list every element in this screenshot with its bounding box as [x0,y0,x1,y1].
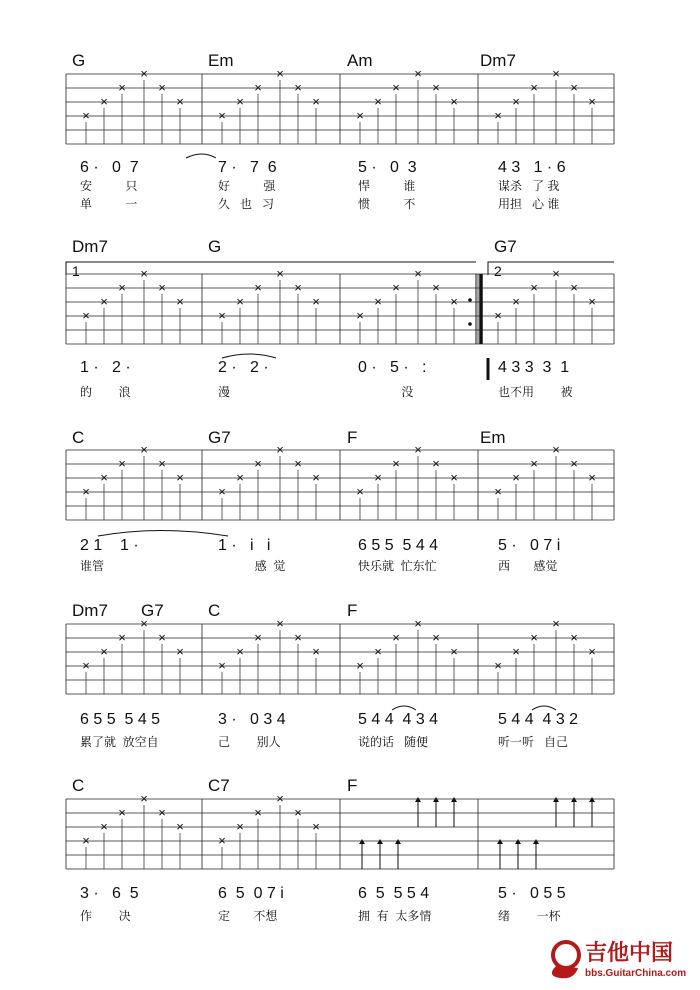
string-x-mark: × [236,470,244,485]
string-x-mark: × [374,94,382,109]
guitarchina-logo [552,940,686,979]
chord-label: G7 [208,428,231,447]
string-x-mark: × [552,266,560,281]
string-x-mark: × [294,630,302,645]
lyrics: 谋杀 了 我 [498,179,560,193]
string-x-mark: × [494,108,502,123]
numbered-notation: 1 · i i [218,537,271,554]
system-4 [66,601,614,749]
string-x-mark: × [570,80,578,95]
string-x-mark: × [374,294,382,309]
string-x-mark: × [494,484,502,499]
string-x-mark: × [294,456,302,471]
string-x-mark: × [392,80,400,95]
chord-diagram-marks [82,616,596,694]
lyrics: 听一听 自己 [498,735,569,749]
string-x-mark: × [312,294,320,309]
string-x-mark: × [276,66,284,81]
numbered-notation: 6 5 0 7 i [218,885,284,902]
system-1 [66,51,614,211]
string-x-mark: × [236,819,244,834]
string-x-mark: × [570,630,578,645]
string-x-mark: × [100,294,108,309]
strum-arrow-icon [589,797,595,802]
tab-staff [66,799,614,869]
string-x-mark: × [158,280,166,295]
strum-arrow-icon [451,797,457,802]
string-x-mark: × [236,294,244,309]
repeat-dot [468,322,472,326]
lyrics: 感 觉 [218,559,286,573]
strum-arrow-icon [359,839,365,844]
string-x-mark: × [82,833,90,848]
string-x-mark: × [570,456,578,471]
lyrics: 谁管 [80,559,105,573]
string-x-mark: × [432,280,440,295]
string-x-mark: × [118,805,126,820]
string-x-mark: × [494,308,502,323]
numbered-notation: 4 3 1 · 6 [498,159,566,176]
string-x-mark: × [588,470,596,485]
numbered-notation: 5 · 0 5 5 [498,885,566,902]
strum-arrow-icon [395,839,401,844]
string-x-mark: × [570,280,578,295]
string-x-mark: × [294,280,302,295]
string-x-mark: × [512,470,520,485]
string-x-mark: × [312,819,320,834]
string-x-mark: × [356,108,364,123]
string-x-mark: × [140,442,148,457]
lyrics: 的 浪 [80,385,131,399]
chord-label: Dm7 [72,237,108,256]
chord-label: G7 [141,601,164,620]
string-x-mark: × [236,644,244,659]
numbered-notation: 2 · 2 · [218,359,269,376]
lyrics: 安 只 [80,179,138,193]
string-x-mark: × [414,266,422,281]
numbered-notation: 6 5 5 5 4 5 [80,711,161,728]
chord-label: F [347,428,358,447]
string-x-mark: × [176,644,184,659]
lyrics: 也不用 被 [498,385,573,399]
strum-arrow-icon [497,839,503,844]
string-x-mark: × [276,616,284,631]
chord-label: C7 [208,776,230,795]
string-x-mark: × [374,470,382,485]
string-x-mark: × [218,108,226,123]
volta-bracket-2 [488,262,614,275]
lyrics: 单 一 [80,197,138,211]
lyrics: 说的话 随便 [358,735,429,749]
string-x-mark: × [118,630,126,645]
string-x-mark: × [414,442,422,457]
string-x-mark: × [218,484,226,499]
string-x-mark: × [218,658,226,673]
string-x-mark: × [494,658,502,673]
string-x-mark: × [82,484,90,499]
lyrics: 拥 有 太多情 [358,909,432,923]
numbered-notation: 3 · 0 3 4 [218,711,286,728]
repeat-dot [468,298,472,302]
string-x-mark: × [218,308,226,323]
string-x-mark: × [176,94,184,109]
string-x-mark: × [312,644,320,659]
chord-label: Dm7 [72,601,108,620]
string-x-mark: × [100,644,108,659]
chord-label: Am [347,51,373,70]
string-x-mark: × [176,819,184,834]
numbered-notation: 6 · 0 7 [80,159,139,176]
string-x-mark: × [392,456,400,471]
string-x-mark: × [356,658,364,673]
string-x-mark: × [588,294,596,309]
string-x-mark: × [512,644,520,659]
lyrics: 西 感觉 [498,559,558,573]
lyrics: 悍 谁 [358,179,416,193]
string-x-mark: × [374,644,382,659]
string-x-mark: × [356,308,364,323]
string-x-mark: × [100,819,108,834]
string-x-mark: × [552,66,560,81]
numbered-notation: 1 · 2 · [80,359,131,376]
string-x-mark: × [140,266,148,281]
lyrics: 没 [358,385,414,399]
string-x-mark: × [450,644,458,659]
string-x-mark: × [254,805,262,820]
string-x-mark: × [100,470,108,485]
string-x-mark: × [294,805,302,820]
string-x-mark: × [414,66,422,81]
numbered-notation: 5 · 0 3 [358,159,417,176]
strum-arrow-icon [553,797,559,802]
numbered-notation: 3 · 6 5 [80,885,139,902]
tie-slur [532,706,556,710]
chord-label: G7 [494,237,517,256]
string-x-mark: × [158,456,166,471]
chord-label: C [72,776,85,795]
tie-slur [222,354,276,358]
string-x-mark: × [82,308,90,323]
string-x-mark: × [254,280,262,295]
logo-url: bbs.GuitarChina.com [585,968,687,979]
chord-diagram-marks [82,66,596,144]
string-x-mark: × [512,94,520,109]
chord-label: G [208,237,222,256]
numbered-notation: 5 · 0 7 i [498,537,561,554]
string-x-mark: × [276,791,284,806]
string-x-mark: × [588,644,596,659]
string-x-mark: × [118,456,126,471]
string-x-mark: × [294,80,302,95]
string-x-mark: × [82,108,90,123]
string-x-mark: × [552,616,560,631]
chord-label: C [72,428,85,447]
string-x-mark: × [432,456,440,471]
numbered-notation: 5 4 4 4 3 2 [498,711,579,728]
string-x-mark: × [140,791,148,806]
chord-label: C [208,601,221,620]
lyrics: 累了就 放空自 [80,735,159,749]
string-x-mark: × [432,630,440,645]
strum-arrow-icon [515,839,521,844]
string-x-mark: × [450,294,458,309]
string-x-mark: × [158,80,166,95]
string-x-mark: × [356,484,364,499]
chord-label: Em [208,51,234,70]
string-x-mark: × [450,470,458,485]
string-x-mark: × [218,833,226,848]
string-x-mark: × [82,658,90,673]
chord-label: F [347,601,358,620]
string-x-mark: × [158,630,166,645]
chord-label: Em [480,428,506,447]
numbered-notation: 4 3 3 3 1 [498,359,570,376]
volta-number: 1 [72,263,80,279]
string-x-mark: × [450,94,458,109]
string-x-mark: × [118,80,126,95]
string-x-mark: × [530,630,538,645]
tie-slur [392,706,416,710]
numbered-notation: 0 · 5 · : [358,359,427,376]
strum-arrow-icon [415,797,421,802]
strum-arrow-icon [433,797,439,802]
system-5 [66,776,614,923]
chord-label: Dm7 [480,51,516,70]
string-x-mark: × [140,66,148,81]
strum-arrow-icon [571,797,577,802]
strum-arrow-icon [533,839,539,844]
string-x-mark: × [512,294,520,309]
string-x-mark: × [140,616,148,631]
lyrics: 定 不想 [218,909,278,923]
strum-arrow-icon [377,839,383,844]
numbered-notation: 6 5 5 5 4 [358,885,430,902]
guitar-body-icon [552,966,578,978]
string-x-mark: × [530,280,538,295]
string-x-mark: × [432,80,440,95]
string-x-mark: × [312,94,320,109]
lyrics: 漫 [218,385,231,399]
string-x-mark: × [118,280,126,295]
lyrics: 用担 心 谁 [498,197,560,211]
lyrics: 绪 一杯 [498,909,561,923]
string-x-mark: × [276,442,284,457]
chord-label: G [72,51,86,70]
lyrics: 好 强 [218,179,276,193]
logo-text: 吉他中国 [585,940,674,965]
string-x-mark: × [530,80,538,95]
string-x-mark: × [312,470,320,485]
numbered-notation: 2 1 1 · [80,537,139,554]
chord-label: F [347,776,358,795]
string-x-mark: × [552,442,560,457]
chord-diagram-marks [82,791,595,869]
string-x-mark: × [176,294,184,309]
lyrics: 久 也 习 [218,197,275,211]
numbered-notation: 5 4 4 4 3 4 [358,711,439,728]
string-x-mark: × [254,80,262,95]
lyrics: 己 别人 [218,735,281,749]
numbered-notation: 7 · 7 6 [218,159,277,176]
guitar-logo-icon [553,942,579,968]
system-2 [66,237,614,399]
chord-diagram-marks [82,266,596,344]
string-x-mark: × [100,94,108,109]
tie-slur [98,531,228,537]
string-x-mark: × [392,630,400,645]
string-x-mark: × [392,280,400,295]
string-x-mark: × [176,470,184,485]
string-x-mark: × [530,456,538,471]
volta-number: 2 [494,263,502,279]
string-x-mark: × [158,805,166,820]
string-x-mark: × [276,266,284,281]
string-x-mark: × [236,94,244,109]
string-x-mark: × [254,456,262,471]
chord-diagram-marks [82,442,596,520]
numbered-notation: 6 5 5 5 4 4 [358,537,439,554]
string-x-mark: × [588,94,596,109]
tie-slur [186,154,216,158]
lyrics: 作 决 [80,909,131,923]
system-3 [66,428,614,573]
lyrics: 惯 不 [358,197,416,211]
string-x-mark: × [254,630,262,645]
string-x-mark: × [414,616,422,631]
lyrics: 快乐就 忙东忙 [358,559,437,573]
